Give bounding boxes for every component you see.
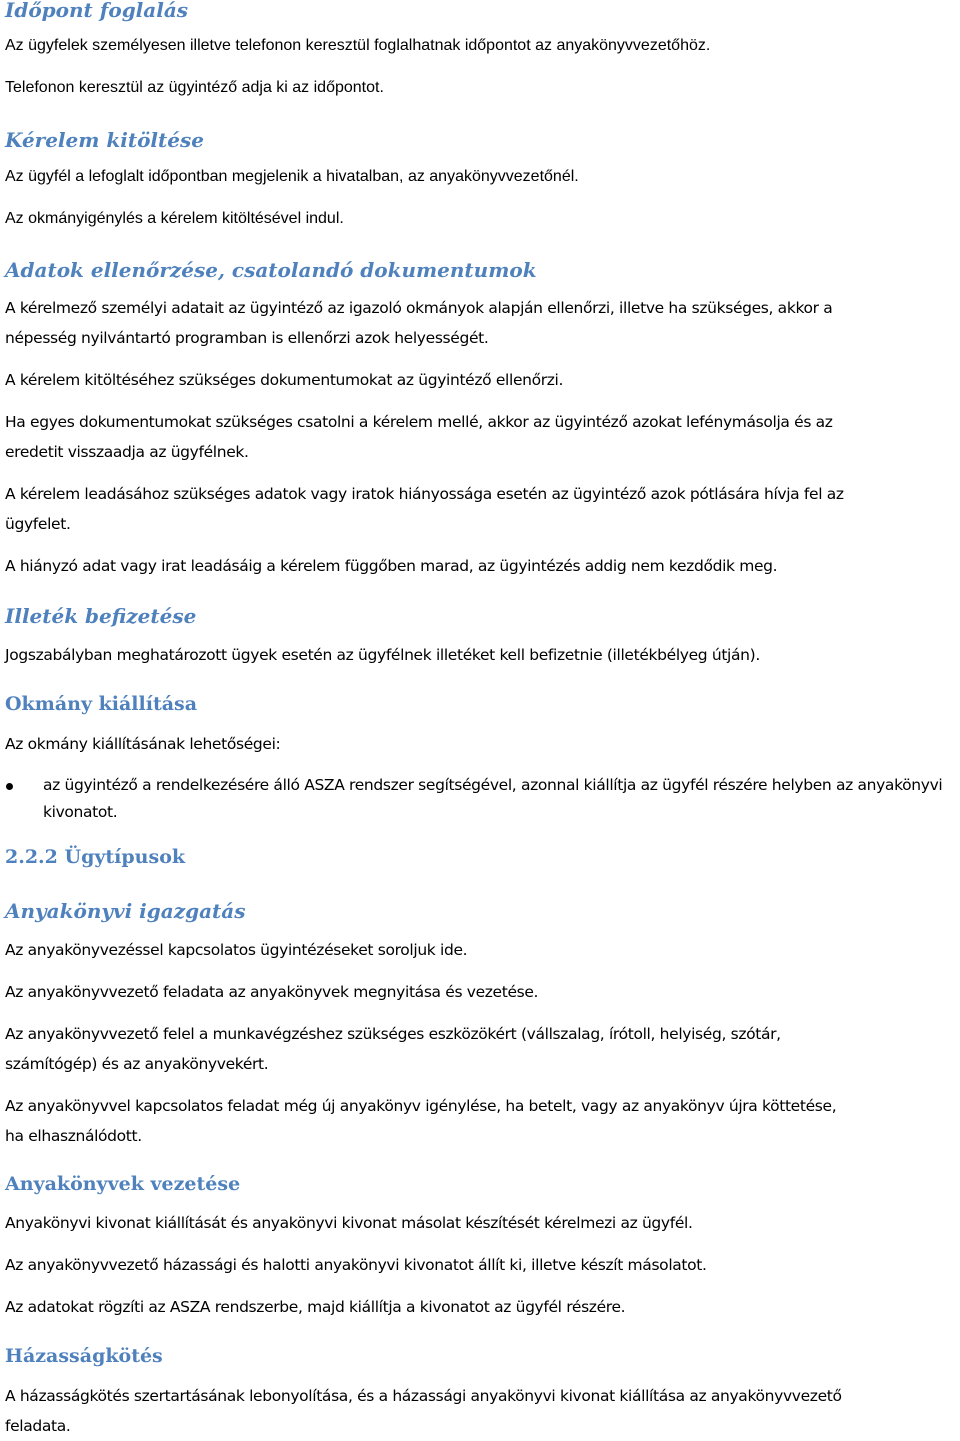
paragraph: Az ügyfelek személyesen illetve telefonon keresztül foglalhatnak időpontot az anyakönyvvezetőhöz.	[5, 37, 711, 54]
paragraph: Az anyakönyvvezető feladata az anyakönyvek megnyitása és vezetése.	[5, 983, 539, 1001]
paragraph: Jogszabályban meghatározott ügyek esetén az ügyfélnek illetéket kell befizetnie (illetékbélyeg útján).	[5, 646, 760, 664]
paragraph-line: eredetit visszaadja az ügyfélnek.	[5, 443, 249, 461]
bullet-icon	[6, 783, 13, 790]
heading-hazassagkotes: Házasságkötés	[5, 1345, 163, 1367]
paragraph: Az okmányigénylés a kérelem kitöltésével indul.	[5, 210, 344, 227]
heading-ugytipusok: 2.2.2 Ügytípusok	[5, 846, 186, 868]
paragraph-line: A kérelem leadásához szükséges adatok vagy iratok hiányossága esetén az ügyintéző azok pótlására hívja fel az	[5, 485, 844, 503]
paragraph: Az anyakönyvvezető házassági és halotti anyakönyvi kivonatot állít ki, illetve készít másolatot.	[5, 1256, 707, 1274]
heading-idopont-foglalas: Időpont foglalás	[5, 0, 189, 22]
paragraph-line: A kérelmező személyi adatait az ügyintéző az igazoló okmányok alapján ellenőrzi, illetve ha szükséges, akkor a	[5, 299, 833, 317]
paragraph-line: feladata.	[5, 1417, 71, 1435]
paragraph: A kérelem kitöltéséhez szükséges dokumentumokat az ügyintéző ellenőrzi.	[5, 371, 564, 389]
heading-kerelem-kitoltese: Kérelem kitöltése	[5, 128, 204, 152]
paragraph: Az adatokat rögzíti az ASZA rendszerbe, majd kiállítja a kivonatot az ügyfél részére.	[5, 1298, 626, 1316]
paragraph-line: A házasságkötés szertartásának lebonyolítása, és a házassági anyakönyvi kivonat kiállítása az anyakönyvvezető	[5, 1387, 842, 1405]
paragraph: A hiányzó adat vagy irat leadásáig a kérelem függőben marad, az ügyintézés addig nem kezdődik meg.	[5, 557, 778, 575]
paragraph: Az okmány kiállításának lehetőségei:	[5, 735, 281, 753]
paragraph-line: ha elhasználódott.	[5, 1127, 142, 1145]
paragraph-line: népesség nyilvántartó programban is ellenőrzi azok helyességét.	[5, 329, 489, 347]
paragraph: Az ügyfél a lefoglalt időpontban megjelenik a hivatalban, az anyakönyvvezetőnél.	[5, 168, 579, 185]
heading-adatok-ellenorzese: Adatok ellenőrzése, csatolandó dokumentumok	[5, 258, 537, 282]
paragraph: Anyakönyvi kivonat kiállítását és anyakönyvi kivonat másolat készítését kérelmezi az ügyfél.	[5, 1214, 693, 1232]
paragraph-line: Az anyakönyvvel kapcsolatos feladat még új anyakönyv igénylése, ha betelt, vagy az anyakönyv újra köttetése,	[5, 1097, 837, 1115]
heading-anyakonyvek-vezetese: Anyakönyvek vezetése	[5, 1173, 241, 1195]
list-item-text: az ügyintéző a rendelkezésére álló ASZA rendszer segítségével, azonnal kiállítja az ügyfél részére helyben az anyakönyvi kivonatot.	[43, 776, 943, 821]
paragraph-line: számítógép) és az anyakönyvekért.	[5, 1055, 269, 1073]
heading-okmany-kiallitasa: Okmány kiállítása	[5, 693, 198, 715]
paragraph-line: Ha egyes dokumentumokat szükséges csatolni a kérelem mellé, akkor az ügyintéző azokat lefénymásolja és az	[5, 413, 833, 431]
paragraph: Az anyakönyvezéssel kapcsolatos ügyintézéseket soroljuk ide.	[5, 941, 468, 959]
heading-anyakonyvi-igazgatas: Anyakönyvi igazgatás	[5, 899, 246, 923]
paragraph-line: Az anyakönyvvezető felel a munkavégzéshez szükséges eszközökért (vállszalag, írótoll, helyiség, szótár,	[5, 1025, 781, 1043]
paragraph: Telefonon keresztül az ügyintéző adja ki az időpontot.	[5, 79, 384, 96]
paragraph-line: ügyfelet.	[5, 515, 71, 533]
heading-illetek-befizetese: Illeték befizetése	[5, 604, 197, 628]
